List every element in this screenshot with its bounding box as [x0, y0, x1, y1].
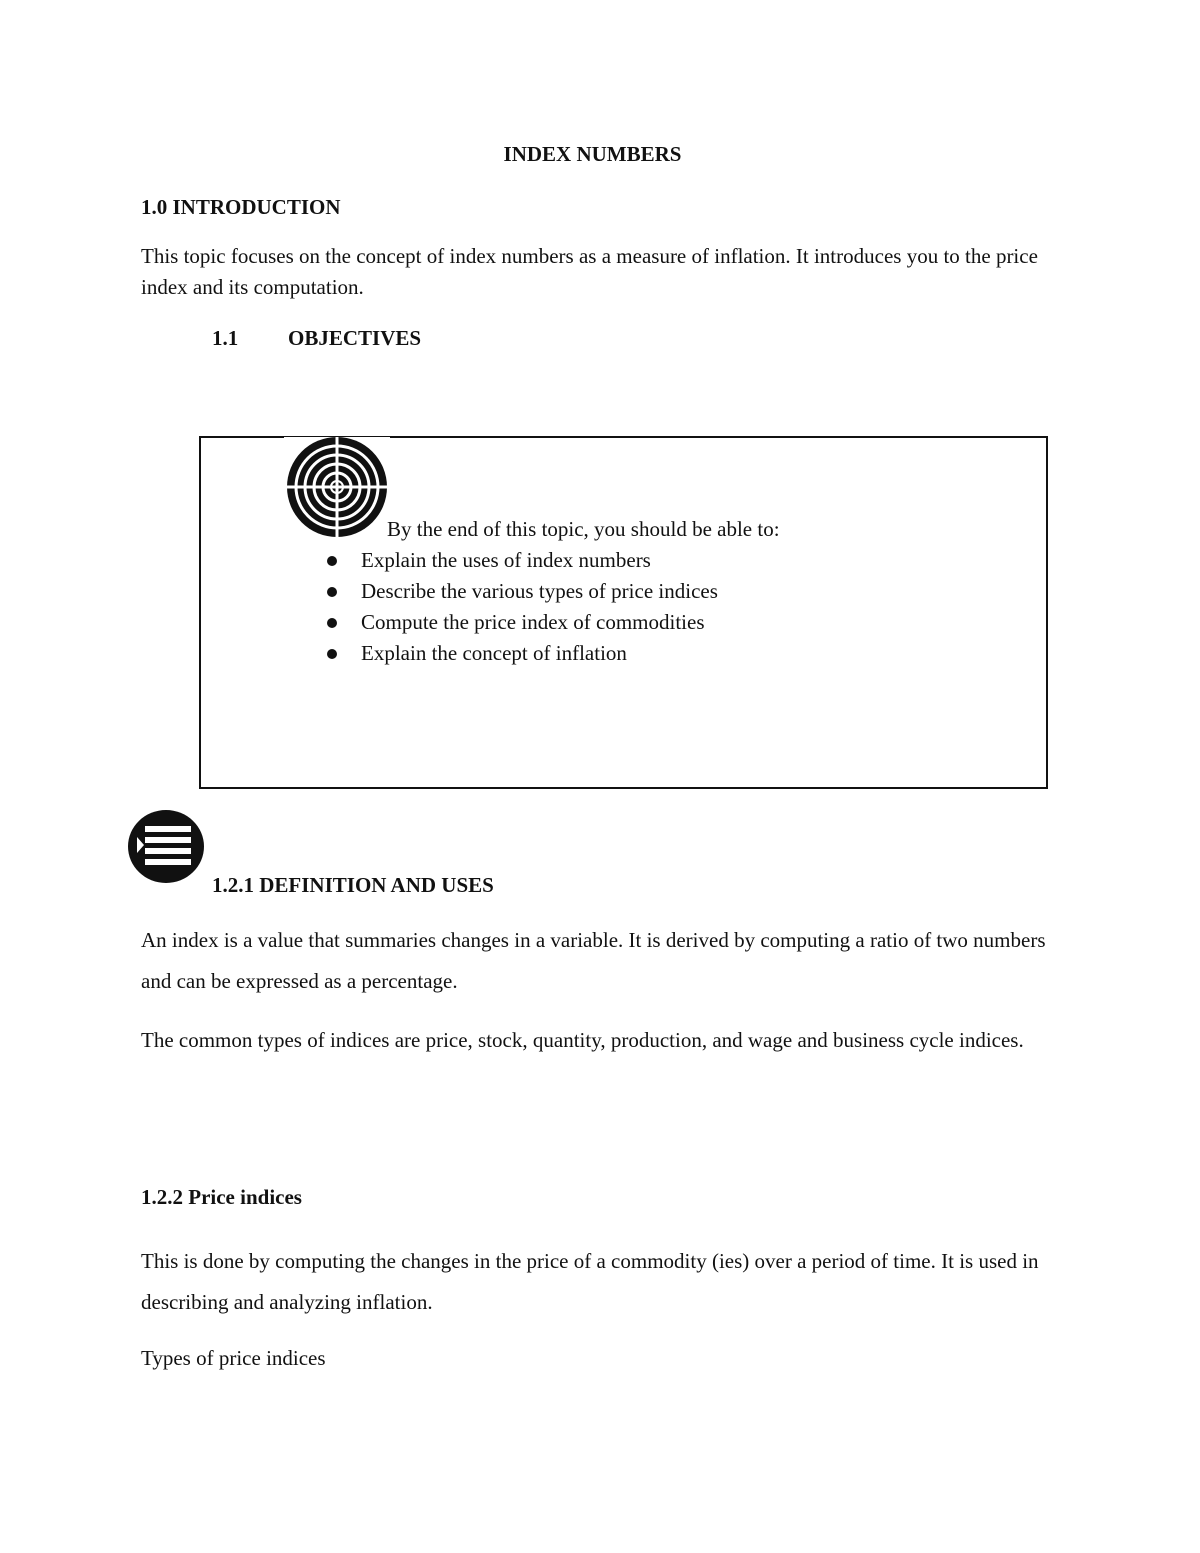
price-indices-subheading: Types of price indices	[141, 1346, 326, 1370]
bullet-icon	[327, 556, 337, 566]
list-item: Explain the concept of inflation	[323, 638, 718, 669]
bullet-icon	[327, 649, 337, 659]
indices-paragraph: The common types of indices are price, stock, quantity, production, and wage and business cycle indices.	[141, 1028, 1024, 1052]
list-item: Explain the uses of index numbers	[323, 545, 718, 576]
definition-paragraph: An index is a value that summaries changes in a variable. It is derived by computing a ratio of two numbers and can be expressed as a percentage.	[141, 928, 1046, 993]
list-item: Compute the price index of commodities	[323, 607, 718, 638]
price-indices-paragraph: This is done by computing the changes in the price of a commodity (ies) over a period of time. It is used in describing and analyzing inflation.	[141, 1249, 1039, 1314]
objectives-number: 1.1	[212, 326, 239, 350]
objectives-lead: By the end of this topic, you should be able to:	[387, 517, 780, 541]
page-title: INDEX NUMBERS	[503, 142, 682, 166]
introduction-paragraph: This topic focuses on the concept of index numbers as a measure of inflation. It introduces you to the price index and its computation.	[141, 244, 1038, 299]
bullet-icon	[327, 587, 337, 597]
objectives-heading: OBJECTIVES	[288, 326, 422, 350]
definition-heading: 1.2.1 DEFINITION AND USES	[212, 873, 494, 897]
list-item: Describe the various types of price indices	[323, 576, 718, 607]
target-icon	[284, 437, 390, 538]
introduction-heading: 1.0 INTRODUCTION	[141, 195, 341, 219]
document-icon	[127, 809, 205, 884]
price-indices-heading: 1.2.2 Price indices	[141, 1185, 302, 1209]
bullet-icon	[327, 618, 337, 628]
objectives-list	[323, 545, 718, 669]
